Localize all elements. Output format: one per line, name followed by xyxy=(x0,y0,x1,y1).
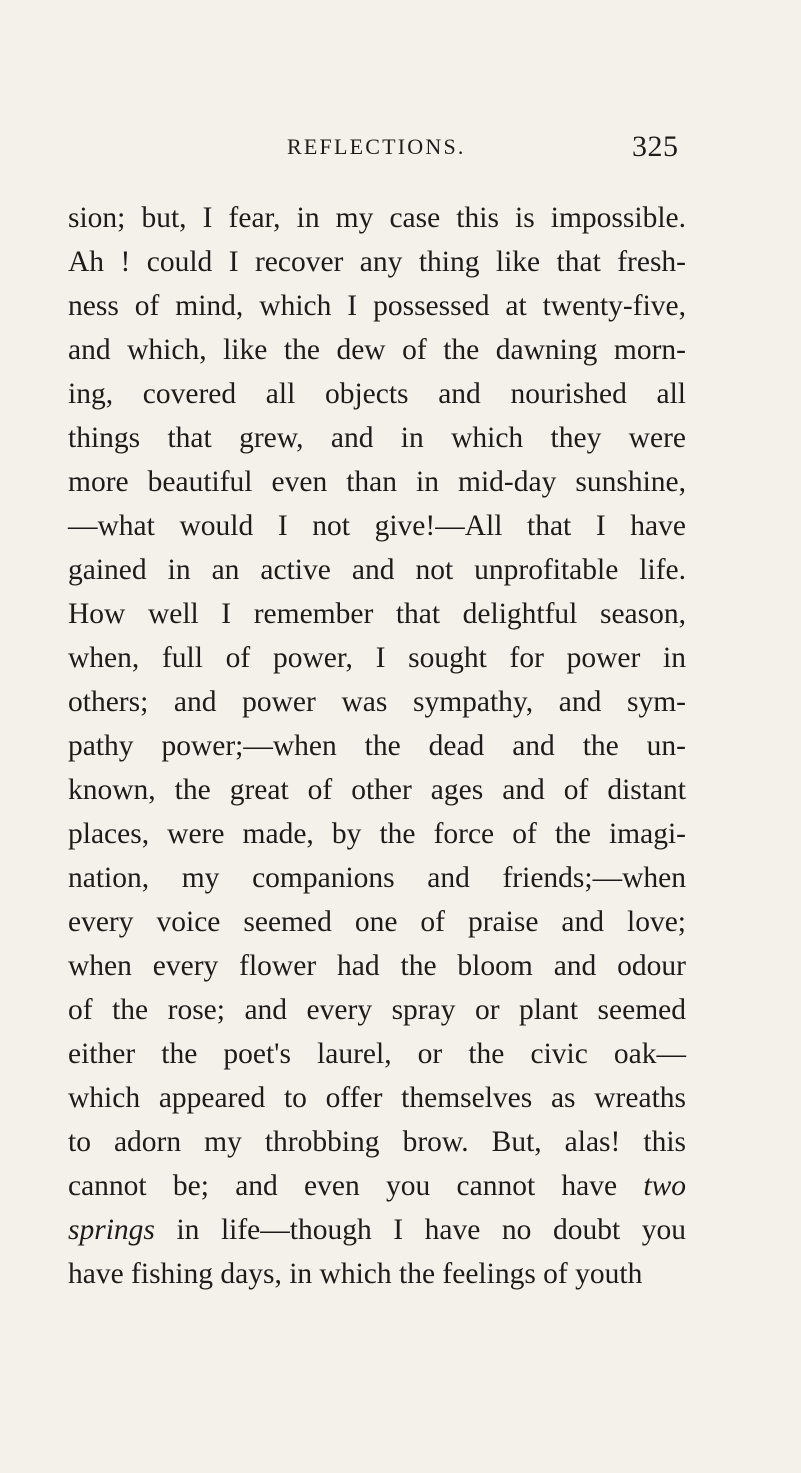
text-line: Ah ! could I recover any thing like that fresh- xyxy=(68,246,686,278)
text-line: which appeared to offer themselves as wreaths xyxy=(68,1082,686,1114)
italic-word: two xyxy=(643,1170,686,1202)
page-number: 325 xyxy=(632,130,679,163)
text-line: things that grew, and in which they were xyxy=(68,422,686,454)
text-line: nation, my companions and friends;—when xyxy=(68,862,686,894)
text-line-with-italic xyxy=(68,1208,686,1252)
text-line: —what would I not give!—All that I have xyxy=(68,510,686,542)
text-line: when every flower had the bloom and odour xyxy=(68,950,686,982)
text-line: others; and power was sympathy, and sym- xyxy=(68,686,686,718)
text-line: every voice seemed one of praise and love; xyxy=(68,906,686,938)
text-line: either the poet's laurel, or the civic oak— xyxy=(68,1038,686,1070)
text-line-with-italic xyxy=(68,1164,686,1208)
text-line: pathy power;—when the dead and the un- xyxy=(68,730,686,762)
text-line: have fishing days, in which the feelings of youth xyxy=(68,1258,643,1290)
italic-word: springs xyxy=(68,1214,155,1246)
text-line: more beautiful even than in mid-day sunshine, xyxy=(68,466,686,498)
text-line: of the rose; and every spray or plant seemed xyxy=(68,994,686,1026)
text-run: in life—though I have no doubt you xyxy=(176,1214,686,1246)
text-line: and which, like the dew of the dawning morn- xyxy=(68,334,686,366)
text-line: places, were made, by the force of the imagi- xyxy=(68,818,686,850)
text-line: How well I remember that delightful season, xyxy=(68,598,686,630)
text-line: to adorn my throbbing brow. But, alas! this xyxy=(68,1126,686,1158)
running-head: REFLECTIONS. xyxy=(287,134,466,159)
text-line: ness of mind, which I possessed at twenty-five, xyxy=(68,290,686,322)
text-line: sion; but, I fear, in my case this is impossible. xyxy=(68,202,686,234)
text-line: when, full of power, I sought for power in xyxy=(68,642,686,674)
text-line: ing, covered all objects and nourished all xyxy=(68,378,686,410)
text-line: gained in an active and not unprofitable life. xyxy=(68,554,686,586)
text-line: known, the great of other ages and of distant xyxy=(68,774,686,806)
body-text xyxy=(68,196,686,1296)
text-run: cannot be; and even you cannot have xyxy=(68,1170,618,1202)
